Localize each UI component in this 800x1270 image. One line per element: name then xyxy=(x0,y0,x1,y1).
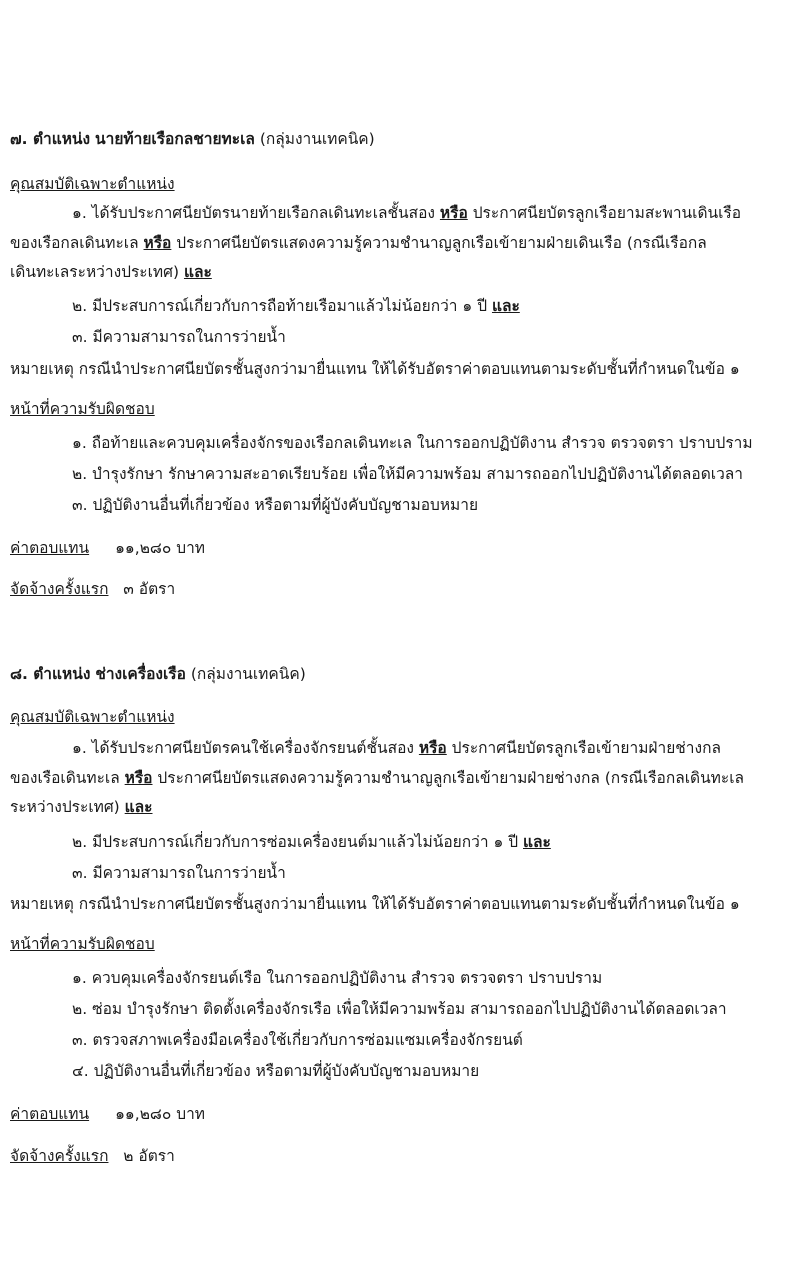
compensation xyxy=(10,537,205,559)
qualification-1-line-1: ๑. ได้รับประกาศนียบัตรคนใช้เครื่องจักรยนต์ชั้นสอง หรือ ประกาศนียบัตรลูกเรือเข้ายามฝ่ายช่างกล xyxy=(72,739,721,757)
qualifications-label: คุณสมบัติเฉพาะตำแหน่ง xyxy=(10,708,175,726)
compensation-value: ๑๑,๒๘๐ บาท xyxy=(115,1105,206,1123)
note: หมายเหตุ กรณีนำประกาศนียบัตรชั้นสูงกว่ามายื่นแทน ให้ได้รับอัตราค่าตอบแทนตามระดับชั้นที่กำหนดในข้อ ๑ xyxy=(10,895,740,913)
heading-number: ๘. ตำแหน่ง xyxy=(10,665,91,683)
duty-item: ๑. ถือท้ายและควบคุมเครื่องจักรของเรือกลเดินทะเล ในการออกปฏิบัติงาน สำรวจ ตรวจตรา ปราบปราม xyxy=(72,434,753,452)
initial-hire xyxy=(10,578,175,600)
qualification-1-line-1: ๑. ได้รับประกาศนียบัตรนายท้ายเรือกลเดินทะเลชั้นสอง หรือ ประกาศนียบัตรลูกเรือยามสะพานเดินเรือ xyxy=(72,204,742,222)
heading-group: (กลุ่มงานเทคนิค) xyxy=(190,665,306,683)
initial-hire-value: ๓ อัตรา xyxy=(123,580,176,598)
heading-title: นายท้ายเรือกลชายทะเล xyxy=(95,130,255,148)
or-keyword: หรือ xyxy=(418,739,447,757)
qualification-3: ๓. มีความสามารถในการว่ายน้ำ xyxy=(72,328,286,346)
qualification-2: ๒. มีประสบการณ์เกี่ยวกับการซ่อมเครื่องยนต์มาแล้วไม่น้อยกว่า ๑ ปี และ xyxy=(72,833,551,851)
or-keyword: หรือ xyxy=(124,769,153,787)
qualification-1-line-3: ระหว่างประเทศ) และ xyxy=(10,798,153,816)
or-keyword: หรือ xyxy=(439,204,468,222)
compensation-label: ค่าตอบแทน xyxy=(10,539,90,557)
initial-hire-label: จัดจ้างครั้งแรก xyxy=(10,580,109,598)
duties-label: หน้าที่ความรับผิดชอบ xyxy=(10,400,155,418)
qualification-1-line-3: เดินทะเลระหว่างประเทศ) และ xyxy=(10,263,212,281)
initial-hire-value: ๒ อัตรา xyxy=(123,1147,175,1165)
note: หมายเหตุ กรณีนำประกาศนียบัตรชั้นสูงกว่ามายื่นแทน ให้ได้รับอัตราค่าตอบแทนตามระดับชั้นที่กำหนดในข้อ ๑ xyxy=(10,360,740,378)
section-8-heading xyxy=(10,663,306,685)
compensation-label: ค่าตอบแทน xyxy=(10,1105,90,1123)
duty-item: ๒. บำรุงรักษา รักษาความสะอาดเรียบร้อย เพื่อให้มีความพร้อม สามารถออกไปปฏิบัติงานได้ตลอดเวลา xyxy=(72,465,744,483)
heading-number: ๗. ตำแหน่ง xyxy=(10,130,91,148)
and-keyword: และ xyxy=(183,263,212,281)
section-7-heading xyxy=(10,128,375,150)
heading-group: (กลุ่มงานเทคนิค) xyxy=(259,130,375,148)
duty-item: ๓. ปฏิบัติงานอื่นที่เกี่ยวข้อง หรือตามที่ผู้บังคับบัญชามอบหมาย xyxy=(72,496,479,514)
initial-hire-label: จัดจ้างครั้งแรก xyxy=(10,1147,109,1165)
qualification-3: ๓. มีความสามารถในการว่ายน้ำ xyxy=(72,864,286,882)
duty-item: ๒. ซ่อม บำรุงรักษา ติดตั้งเครื่องจักรเรือ เพื่อให้มีความพร้อม สามารถออกไปปฏิบัติงานได้ตลอดเวลา xyxy=(72,1000,727,1018)
compensation-value: ๑๑,๒๘๐ บาท xyxy=(115,539,206,557)
and-keyword: และ xyxy=(491,297,520,315)
qualification-1-line-2: ของเรือกลเดินทะเล หรือ ประกาศนียบัตรแสดงความรู้ความชำนาญลูกเรือเข้ายามฝ่ายเดินเรือ (กรณีเรือกล xyxy=(10,234,707,252)
qualification-1-line-2: ของเรือเดินทะเล หรือ ประกาศนียบัตรแสดงความรู้ความชำนาญลูกเรือเข้ายามฝ่ายช่างกล (กรณีเรือกลเดินทะเล xyxy=(10,769,745,787)
or-keyword: หรือ xyxy=(143,234,172,252)
initial-hire xyxy=(10,1145,175,1167)
and-keyword: และ xyxy=(523,833,551,851)
duty-item: ๔. ปฏิบัติงานอื่นที่เกี่ยวข้อง หรือตามที่ผู้บังคับบัญชามอบหมาย xyxy=(72,1062,480,1080)
duty-item: ๓. ตรวจสภาพเครื่องมือเครื่องใช้เกี่ยวกับการซ่อมแซมเครื่องจักรยนต์ xyxy=(72,1031,523,1049)
duties-label: หน้าที่ความรับผิดชอบ xyxy=(10,935,155,953)
qualifications-label: คุณสมบัติเฉพาะตำแหน่ง xyxy=(10,175,175,193)
heading-title: ช่างเครื่องเรือ xyxy=(95,665,186,683)
and-keyword: และ xyxy=(124,798,153,816)
duty-item: ๑. ควบคุมเครื่องจักรยนต์เรือ ในการออกปฏิบัติงาน สำรวจ ตรวจตรา ปราบปราม xyxy=(72,969,603,987)
qualification-2: ๒. มีประสบการณ์เกี่ยวกับการถือท้ายเรือมาแล้วไม่น้อยกว่า ๑ ปี และ xyxy=(72,297,520,315)
compensation xyxy=(10,1103,205,1125)
